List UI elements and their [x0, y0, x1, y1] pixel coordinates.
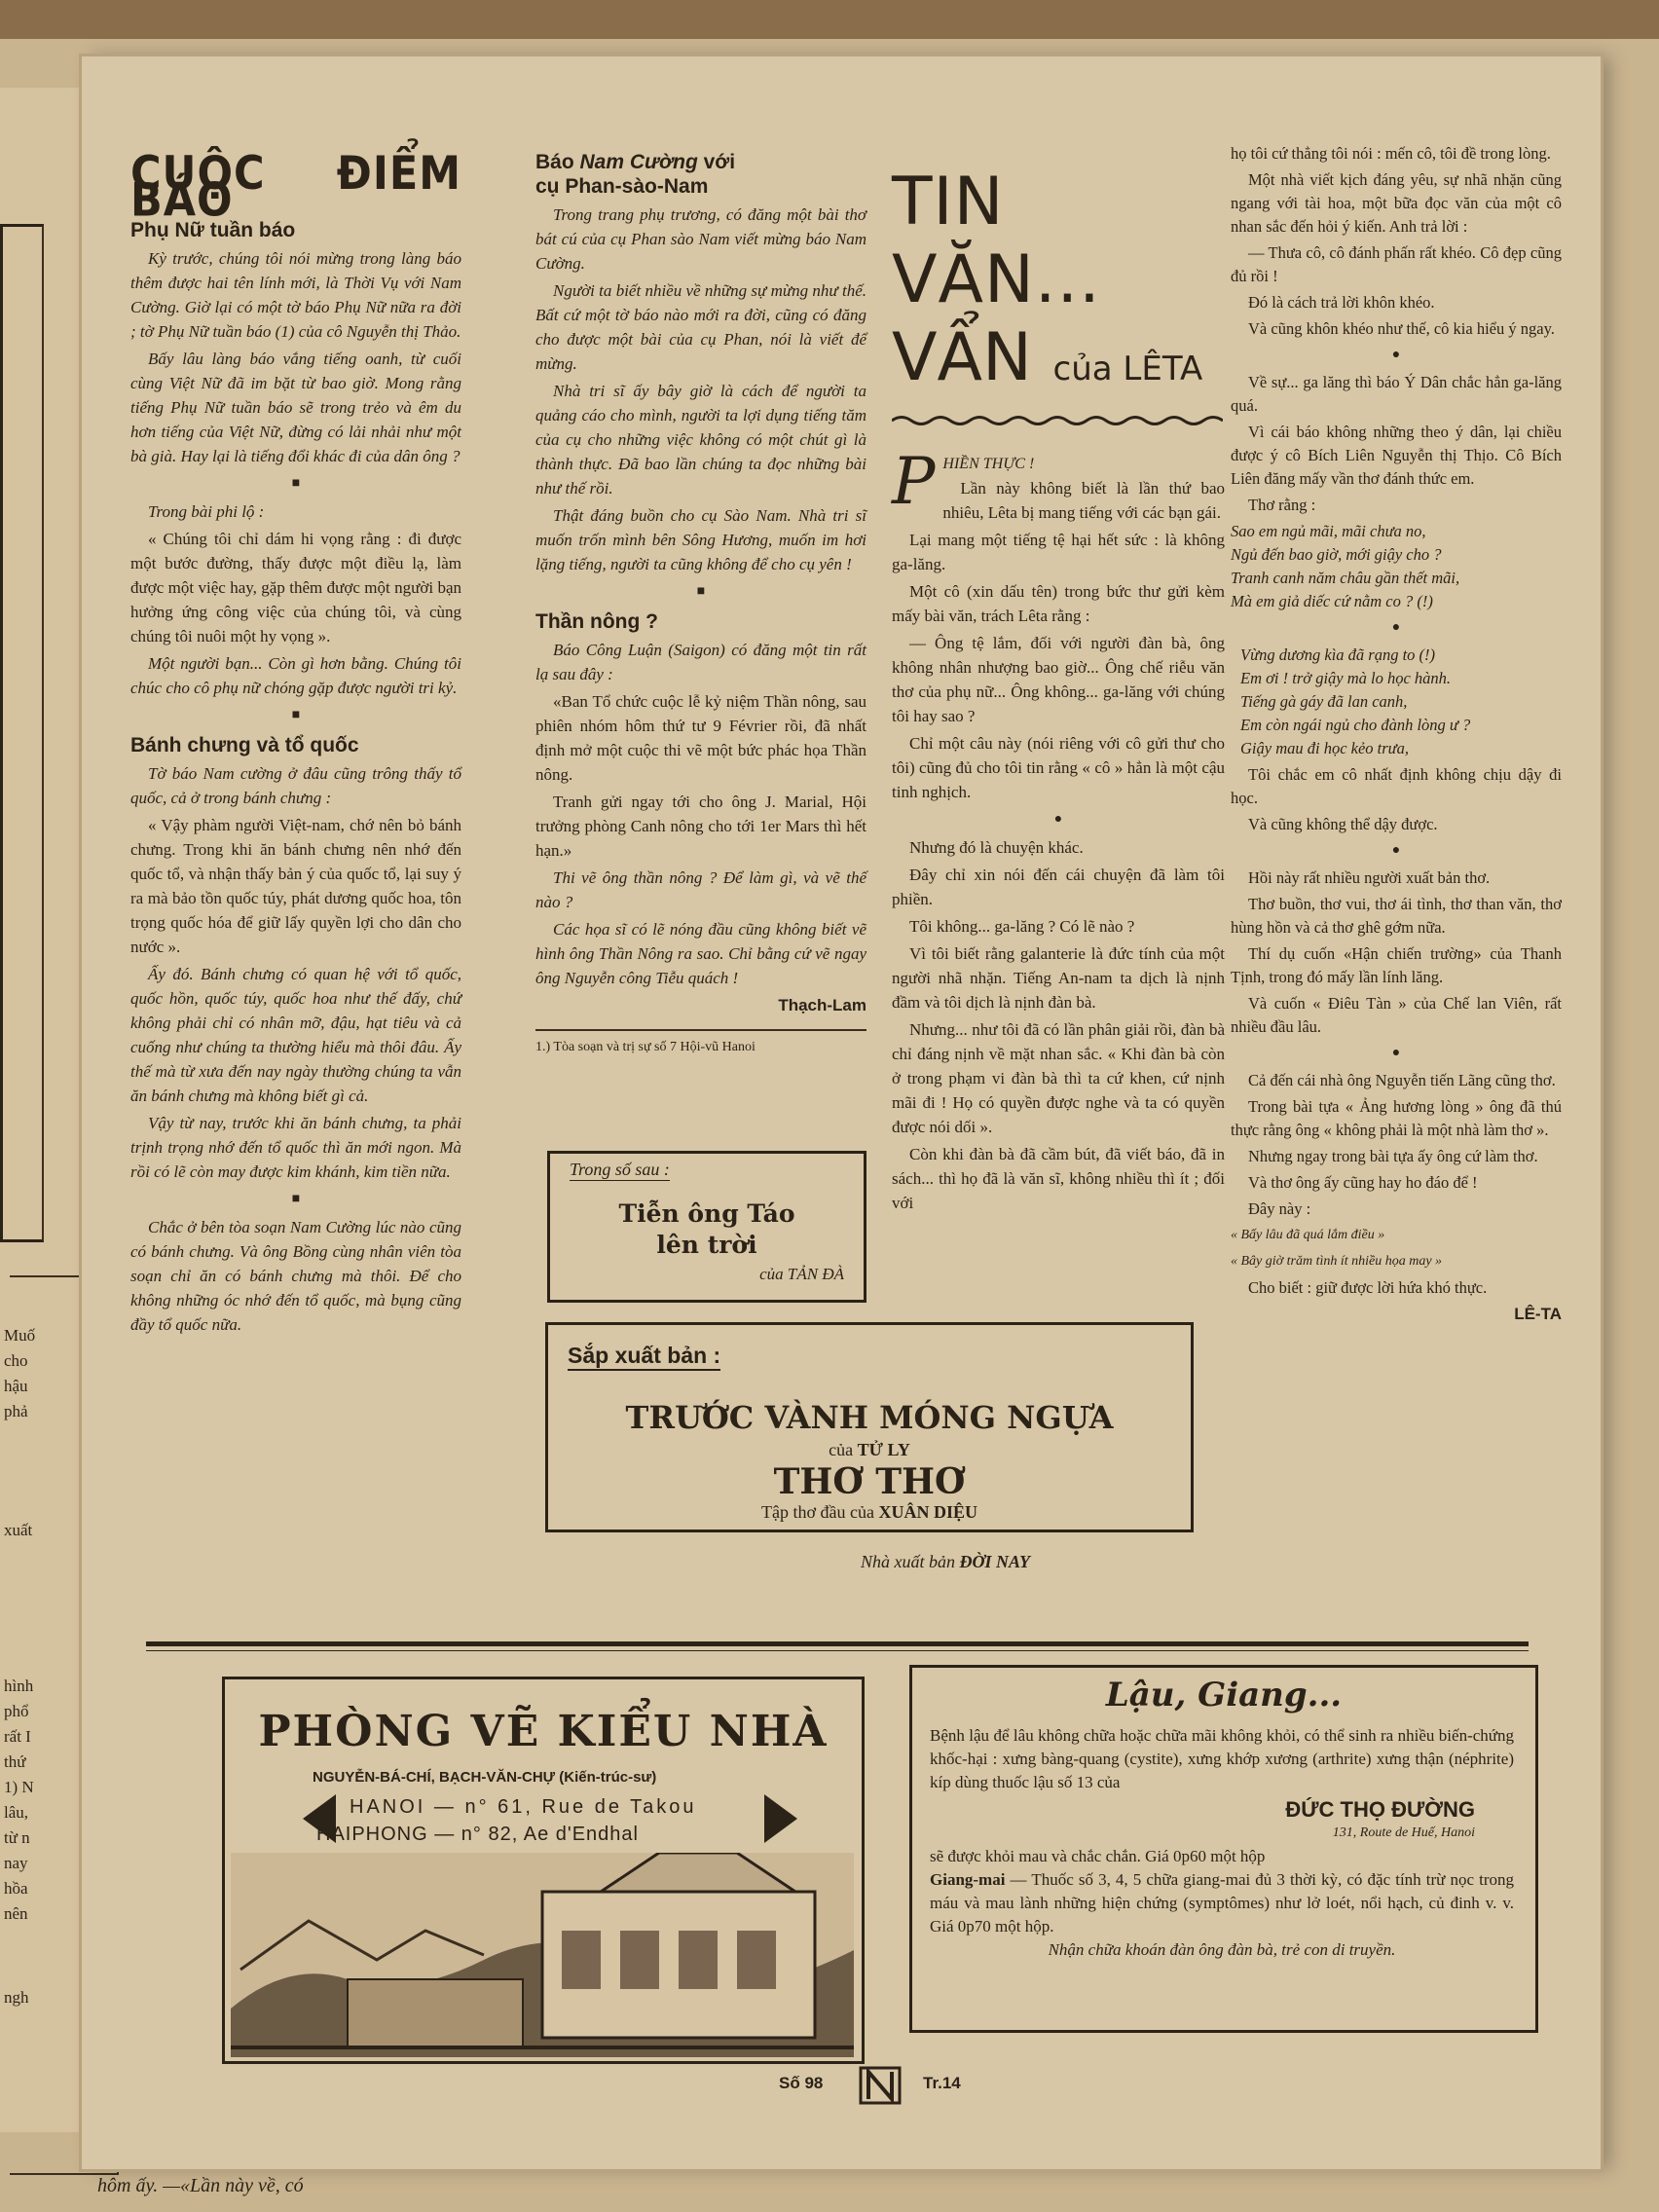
quote: «Ban Tổ chức cuộc lễ kỷ niệm Thần nông, sau phiên nhóm hôm thứ tư 9 Février rồi, đã nhất định mở một cuộc thi vẽ một bức phác họa Thần nông. — [535, 692, 866, 784]
column-press-review — [130, 147, 461, 1340]
section-heading: Bánh chưng và tổ quốc — [130, 734, 359, 756]
ad-title: Lậu, Giang... — [1105, 1676, 1343, 1714]
section-heading: HIỀN THỰC ! — [942, 456, 1035, 472]
ad-paragraph: Bệnh lậu để lâu không chữa hoặc chữa mãi không khỏi, có thể sinh ra nhiều biến-chứng khốc-hại : xưng bàng-quang (cystite), xưng khớp xương (arthrite) xưng thận (néphrite) kíp dùng thuốc lậu số 13 của — [930, 1726, 1514, 1791]
book-title: TRƯỚC VÀNH MÓNG NGỰA — [625, 1399, 1114, 1436]
left-page-fragment: cho — [4, 1351, 28, 1370]
section-heading — [535, 150, 866, 199]
paragraph: Nhưng đó là chuyện khác. — [909, 838, 1084, 857]
next-issue-title-line: Tiễn ông Táo — [618, 1199, 795, 1228]
column-subtitle-main: VẨN — [892, 319, 1032, 396]
separator-icon: ■ — [696, 584, 706, 599]
paragraph: Cho biết : giữ được lời hứa khó thực. — [1248, 1278, 1488, 1297]
paragraph: Người ta biết nhiều về những sự mừng như thế. Bất cứ một tờ báo nào mới ra đời, cũng có đăng cho được một bài của cụ Phan, nói là viết để mừng. — [535, 281, 866, 373]
upcoming-books-box — [545, 1322, 1194, 1532]
ad-address: HANOI — n° 61, Rue de Takou — [350, 1796, 697, 1818]
paragraph: Vì cái báo không những theo ý dân, lại chiều được ý cô Bích Liên Nguyễn thị Thịo. Cô Bích Liên đăng mấy vần thơ đánh thức em. — [1231, 423, 1562, 488]
separator-icon: ■ — [291, 1192, 301, 1206]
ad-architects: NGUYỄN-BÁ-CHÍ, BẠCH-VĂN-CHỰ (Kiến-trúc-sư) — [313, 1769, 657, 1786]
quote: « Chúng tôi chỉ dám hi vọng rằng : đi được một bước đường, thấy được một điều lạ, làm được một việc hay, gặp thêm được một người bạn hưởng ứng công việc của chúng tôi, và cùng chúng tôi nuôi một hy vọng ». — [130, 530, 461, 645]
ad-shop-name: ĐỨC THỌ ĐƯỜNG — [1285, 1797, 1475, 1822]
left-page-fragment: từ n — [4, 1828, 30, 1847]
publisher-line — [861, 1552, 1030, 1572]
column-tin-van-2 — [1231, 142, 1562, 1326]
paragraph: Và thơ ông ấy cũng hay ho đáo để ! — [1248, 1173, 1478, 1192]
ad-paragraph — [930, 1868, 1514, 1938]
left-page-fragment: thứ — [4, 1752, 26, 1771]
paragraph: — Ông tệ lắm, đối với người đàn bà, ông không nhân nhượng bao giờ... Ông chế riễu văn thơ của phụ nữ... Ông không... ga-lăng với chúng tôi hay sao ? — [892, 634, 1225, 725]
ad-paragraph: sẽ được khỏi mau và chắc chắn. Giá 0p60 một hộp — [930, 1847, 1266, 1865]
heading-part: cụ Phan-sào-Nam — [535, 175, 709, 198]
paragraph: Tôi chắc em cô nhất định không chịu dậy đi học. — [1231, 765, 1562, 807]
paragraph: Còn khi đàn bà đã cầm bút, đã viết báo, đã in sách... thì họ đã là văn sĩ, không nhiều thì ít ; đối với — [892, 1145, 1225, 1212]
paragraph: Một người bạn... Còn gì hơn bằng. Chúng tôi chúc cho cô phụ nữ chóng gặp được người tri kỷ. — [130, 654, 461, 697]
left-page-fragment: lâu, — [4, 1803, 29, 1822]
left-page-fragment: hình — [4, 1677, 34, 1695]
quote: « Bấy lâu đã quá lắm điều » — [1231, 1228, 1385, 1242]
page-title: CUỘC ĐIỂM BÁO — [130, 147, 461, 228]
book-author-prefix: của — [829, 1440, 858, 1459]
paragraph: Đây chỉ xin nói đến cái chuyện đã làm tôi phiền. — [892, 866, 1225, 908]
ad-paragraph: Nhận chữa khoán đàn ông đàn bà, trẻ con di truyền. — [1048, 1940, 1396, 1959]
paragraph: Hồi này rất nhiều người xuất bản thơ. — [1248, 868, 1491, 887]
paragraph: Lần này không biết là lần thứ bao nhiêu, Lêta bị mang tiếng với các bạn gái. — [942, 479, 1225, 522]
paragraph: Thi vẽ ông thần nông ? Để làm gì, và vẽ thế nào ? — [535, 868, 866, 911]
left-page-fragment: 1) N — [4, 1778, 34, 1796]
quote: Tranh gửi ngay tới cho ông J. Marial, Hội trưởng phòng Canh nông cho tới 1er Mars thì hết hạn.» — [535, 793, 866, 860]
newspaper-logo-icon — [859, 2066, 902, 2105]
paragraph: Lại mang một tiếng tệ hại hết sức : là không ga-lăng. — [892, 531, 1225, 573]
separator-icon: ■ — [291, 708, 301, 722]
paragraph: Tờ báo Nam cường ở đâu cũng trông thấy tổ quốc, cả ở trong bánh chưng : — [130, 764, 461, 807]
paragraph: Kỳ trước, chúng tôi nói mừng trong làng báo thêm được hai tên lính mới, là Thời Vụ với Nam Cường. Giờ lại có một tờ báo Phụ Nữ nữa ra đời ; tờ Phụ Nữ tuần báo (1) của cô Nguyễn thị Thảo. — [130, 249, 461, 341]
paragraph: Và cũng khôn khéo như thế, cô kia hiểu ý ngay. — [1248, 319, 1555, 338]
paragraph: Cả đến cái nhà ông Nguyễn tiến Lãng cũng thơ. — [1248, 1071, 1556, 1089]
adjacent-page-text: hôm ấy. —«Lần này về, có — [97, 2175, 304, 2196]
page-number: Tr.14 — [923, 2074, 961, 2092]
next-issue-author: của TẢN ĐÀ — [759, 1265, 844, 1283]
pharmacy-advertisement — [909, 1665, 1538, 2033]
paragraph: Trong bài tựa « Ảng hương lòng » ông đã thú thực rằng ông « không phải là một nhà làm thơ ». — [1231, 1097, 1562, 1139]
ad-subheading: Giang-mai — [930, 1870, 1006, 1889]
author-signature: LÊ-TA — [1514, 1305, 1562, 1323]
poem: Sao em ngủ mãi, mãi chưa no, Ngủ đến bao giờ, mới giậy cho ? Tranh canh năm châu gần thết mãi, Mà em giả diếc cứ nằm co ? (!) — [1231, 522, 1460, 610]
separator-icon: ■ — [291, 476, 301, 491]
footnote: 1.) Tòa soạn và trị sự số 7 Hội-vũ Hanoi — [535, 1029, 866, 1059]
villa-illustration-icon — [231, 1853, 854, 2057]
column-subtitle-author: của LÊTA — [1052, 350, 1203, 388]
paragraph: Trong bài phi lộ : — [148, 502, 265, 521]
section-heading: Thần nông ? — [535, 610, 658, 633]
separator-icon: ● — [1391, 1046, 1401, 1060]
separator-icon: ● — [1391, 620, 1401, 635]
paragraph: Đó là cách trả lời khôn khéo. — [1248, 293, 1435, 312]
paragraph: Trong trang phụ trương, có đăng một bài thơ bát cú của cụ Phan sào Nam viết mừng báo Nam Cường. — [535, 205, 866, 273]
separator-icon: ● — [1053, 812, 1063, 827]
paragraph: Vậy từ nay, trước khi ăn bánh chưng, ta phải trịnh trọng nhớ đến tổ quốc thì ăn mới ngon. Mà rồi có lẽ còn may được kim khánh, kim tiền nữa. — [130, 1114, 461, 1181]
left-page-fragment: nên — [4, 1904, 28, 1923]
next-issue-title-line: lên trời — [656, 1231, 757, 1259]
paragraph: họ tôi cứ thẳng tôi nói : mến cô, tôi đề trong lòng. — [1231, 144, 1551, 163]
next-issue-label: Trong số sau : — [570, 1160, 670, 1179]
ad-shop-address: 131, Route de Huế, Hanoi — [1332, 1825, 1475, 1840]
poem: Vừng dương kìa đã rạng to (!) Em ơi ! trở giậy mà lo học hành. Tiếng gà gáy đã lan canh, Em còn ngái ngủ cho đành lòng ư ? Giậy mau đi học kẻo trưa, — [1240, 645, 1471, 757]
book-subtitle-prefix: Tập thơ đầu của — [761, 1502, 879, 1522]
paragraph: Và cuốn « Điêu Tàn » của Chế lan Viên, rất nhiều đầu lâu. — [1231, 994, 1562, 1036]
paragraph: Một nhà viết kịch đáng yêu, sự nhã nhặn cũng ngang với tài hoa, một bữa đọc văn của một cô nhan sắc đến hỏi ý kiến. Anh trả lời : — [1231, 170, 1562, 236]
publisher-name: ĐỜI NAY — [959, 1552, 1031, 1571]
paragraph: Ấy đó. Bánh chưng có quan hệ với tổ quốc, quốc hồn, quốc túy, quốc hoa như thế đấy, chứ không phải chỉ có nhân mỡ, đậu, hạt tiêu và cả cuống như chúng ta thường hiểu mà thôi đâu. Ấy thế mà từ xưa đến nay ngày thường chúng ta vẫn ăn bánh chưng mà không biết gì cả. — [130, 965, 461, 1105]
arrow-right-icon — [764, 1794, 797, 1843]
paragraph: Nhà tri sĩ ấy bây giờ là cách để người ta quảng cáo cho mình, người ta lợi dụng tiếng tăm của cụ cho những việc không có một chút gì là thành thực. Đã bao lần chúng ta đọc những bài như thế rồi. — [535, 382, 866, 498]
left-page-fragment: Muố — [4, 1326, 36, 1345]
author-signature: Thạch-Lam — [778, 996, 866, 1014]
ad-paragraph-text: — Thuốc số 3, 4, 5 chữa giang-mai đủ 3 thời kỳ, có đặc tính trừ nọc trong máu và mau lành những hiện chứng (symptômes) như lở loét, nổi hạch, củ đinh v. v. Giá 0p70 một hộp. — [930, 1870, 1514, 1936]
paragraph: Bấy lâu làng báo vắng tiếng oanh, từ cuối cùng Việt Nữ đã im bặt từ bao giờ. Mong rằng tiếng Phụ Nữ tuần báo sẽ trong trẻo và êm du hơn tiếng của Việt Nữ, đừng có lải nhải như một bà già. Hay lại là tiếng đổi khác đi của dân ông ? — [130, 350, 461, 465]
ad-title: PHÒNG VẼ KIỂU NHÀ — [258, 1707, 829, 1756]
architect-advertisement — [222, 1677, 865, 2064]
paragraph: Nhưng ngay trong bài tựa ấy ông cứ làm thơ. — [1248, 1147, 1538, 1165]
paragraph: Thí dụ cuốn «Hận chiến trường» của Thanh Tịnh, trong đó mấy lần lính lăng. — [1231, 944, 1562, 986]
paragraph: Các họa sĩ có lẽ nóng đầu cũng không biết vẽ hình ông Thần Nông ra sao. Chỉ bằng cứ vẽ ngay ông Nguyễn công Tiễu quách ! — [535, 920, 866, 987]
left-page-frame — [0, 224, 44, 1242]
left-page-fragment: rất I — [4, 1727, 31, 1746]
left-page-fragment: hậu — [4, 1377, 28, 1395]
separator-icon: ● — [1391, 348, 1401, 362]
heading-part: Nam Cường — [579, 151, 698, 173]
upcoming-label: Sắp xuất bản : — [568, 1343, 720, 1371]
paragraph: Vì tôi biết rằng galanterie là đức tính của một người nhã nhặn. Tiếng An-nam ta dịch là nịnh đầm và tôi dịch là nịnh đàn bà. — [892, 944, 1225, 1012]
quote: « Vậy phàm người Việt-nam, chớ nên bỏ bánh chưng. Trong khi ăn bánh chưng nên nhớ đến quốc tổ, và nhận thấy bản ý của quốc tổ, lại suy ý ra mà bảo tồn quốc túy, phát dương quốc hoa, tôn trọng quốc hóa để giữ lấy quyền lợi cho dân cho nước ». — [130, 816, 461, 956]
next-issue-box — [547, 1151, 866, 1303]
column-tin-van — [892, 164, 1225, 1218]
column-subtitle — [892, 319, 1225, 408]
separator-icon: ● — [1391, 843, 1401, 858]
publisher-prefix: Nhà xuất bản — [861, 1552, 960, 1571]
paragraph: Thật đáng buồn cho cụ Sào Nam. Nhà tri sĩ muốn trốn mình bên Sông Hương, muốn im hơi lặng tiếng, người ta cũng không để cho cụ yên ! — [535, 506, 866, 573]
paragraph: Thơ buồn, thơ vui, thơ ái tình, thơ than văn, thơ hùng hồn và cả thơ ghê gớm nữa. — [1231, 895, 1562, 937]
book-title: THƠ THƠ — [773, 1461, 966, 1502]
next-issue-title — [550, 1198, 864, 1261]
paragraph: Đây này : — [1248, 1199, 1311, 1218]
column-title: TIN VĂN... — [892, 164, 1101, 318]
left-page-fragment: hồa — [4, 1879, 28, 1898]
paragraph: Và cũng không thể dậy được. — [1248, 815, 1438, 833]
quote: « Bây giờ trăm tình ít nhiều họa may » — [1231, 1254, 1443, 1269]
paragraph: Chắc ở bên tòa soạn Nam Cường lúc nào cũng có bánh chưng. Và ông Bồng cùng nhân viên tòa soạn chỉ ăn có bánh chưng mà thôi. Để cho không những óc nhớ đến tổ quốc, mà bụng cũng đầy tổ quốc nữa. — [130, 1218, 461, 1334]
heading-part: Báo — [535, 151, 580, 173]
book-author-line — [548, 1440, 1191, 1460]
paragraph: Thơ rằng : — [1248, 496, 1316, 514]
paragraph: Tôi không... ga-lăng ? Có lẽ nào ? — [909, 917, 1135, 936]
section-divider — [146, 1650, 1529, 1651]
book-author: XUÂN DIỆU — [878, 1502, 977, 1522]
book-author: TỬ LY — [857, 1440, 910, 1459]
ad-address: HAIPHONG — n° 82, Ae d'Endhal — [316, 1824, 639, 1845]
paragraph: Nhưng... như tôi đã có lần phân giải rồi, đàn bà chỉ đáng nịnh về mặt nhan sắc. « Khi đàn bà còn ở trong phạm vi đàn bà thì ta cứ khen, cứ nịnh mãi đi ! Họ có quyền được nghe và ta có quyền được nói dối ». — [892, 1020, 1225, 1136]
ad-body — [930, 1724, 1514, 1962]
left-page-fragment: nay — [4, 1854, 28, 1872]
section-heading: Phụ Nữ tuần báo — [130, 219, 296, 241]
issue-number: Số 98 — [779, 2074, 824, 2092]
heading-part: với — [697, 151, 736, 173]
paragraph: — Thưa cô, cô đánh phấn rất khéo. Cô đẹp cũng đủ rồi ! — [1231, 243, 1562, 285]
column-press-review-2 — [535, 144, 866, 1059]
paragraph: Báo Công Luận (Saigon) có đăng một tin rất lạ sau đây : — [535, 641, 866, 683]
wave-divider-icon — [892, 414, 1223, 427]
left-page-fragment: phổ — [4, 1702, 29, 1720]
left-page-fragment: ngh — [4, 1988, 29, 2007]
paragraph: Một cô (xin dấu tên) trong bức thư gửi kèm mấy bài văn, trách Lêta rằng : — [892, 582, 1225, 625]
left-page-fragment: phả — [4, 1402, 28, 1420]
dropcap-letter: P — [892, 444, 936, 519]
paragraph: Về sự... ga lăng thì báo Ý Dân chắc hẳn ga-lăng quá. — [1231, 373, 1562, 415]
paragraph: Chỉ một câu này (nói riêng với cô gửi thư cho tôi) cũng đủ cho tôi tin rằng « cô » hẳn là một cậu tinh nghịch. — [892, 734, 1225, 801]
section-divider — [146, 1641, 1529, 1646]
book-subtitle-line — [548, 1502, 1191, 1523]
left-page-fragment: xuất — [4, 1521, 33, 1539]
